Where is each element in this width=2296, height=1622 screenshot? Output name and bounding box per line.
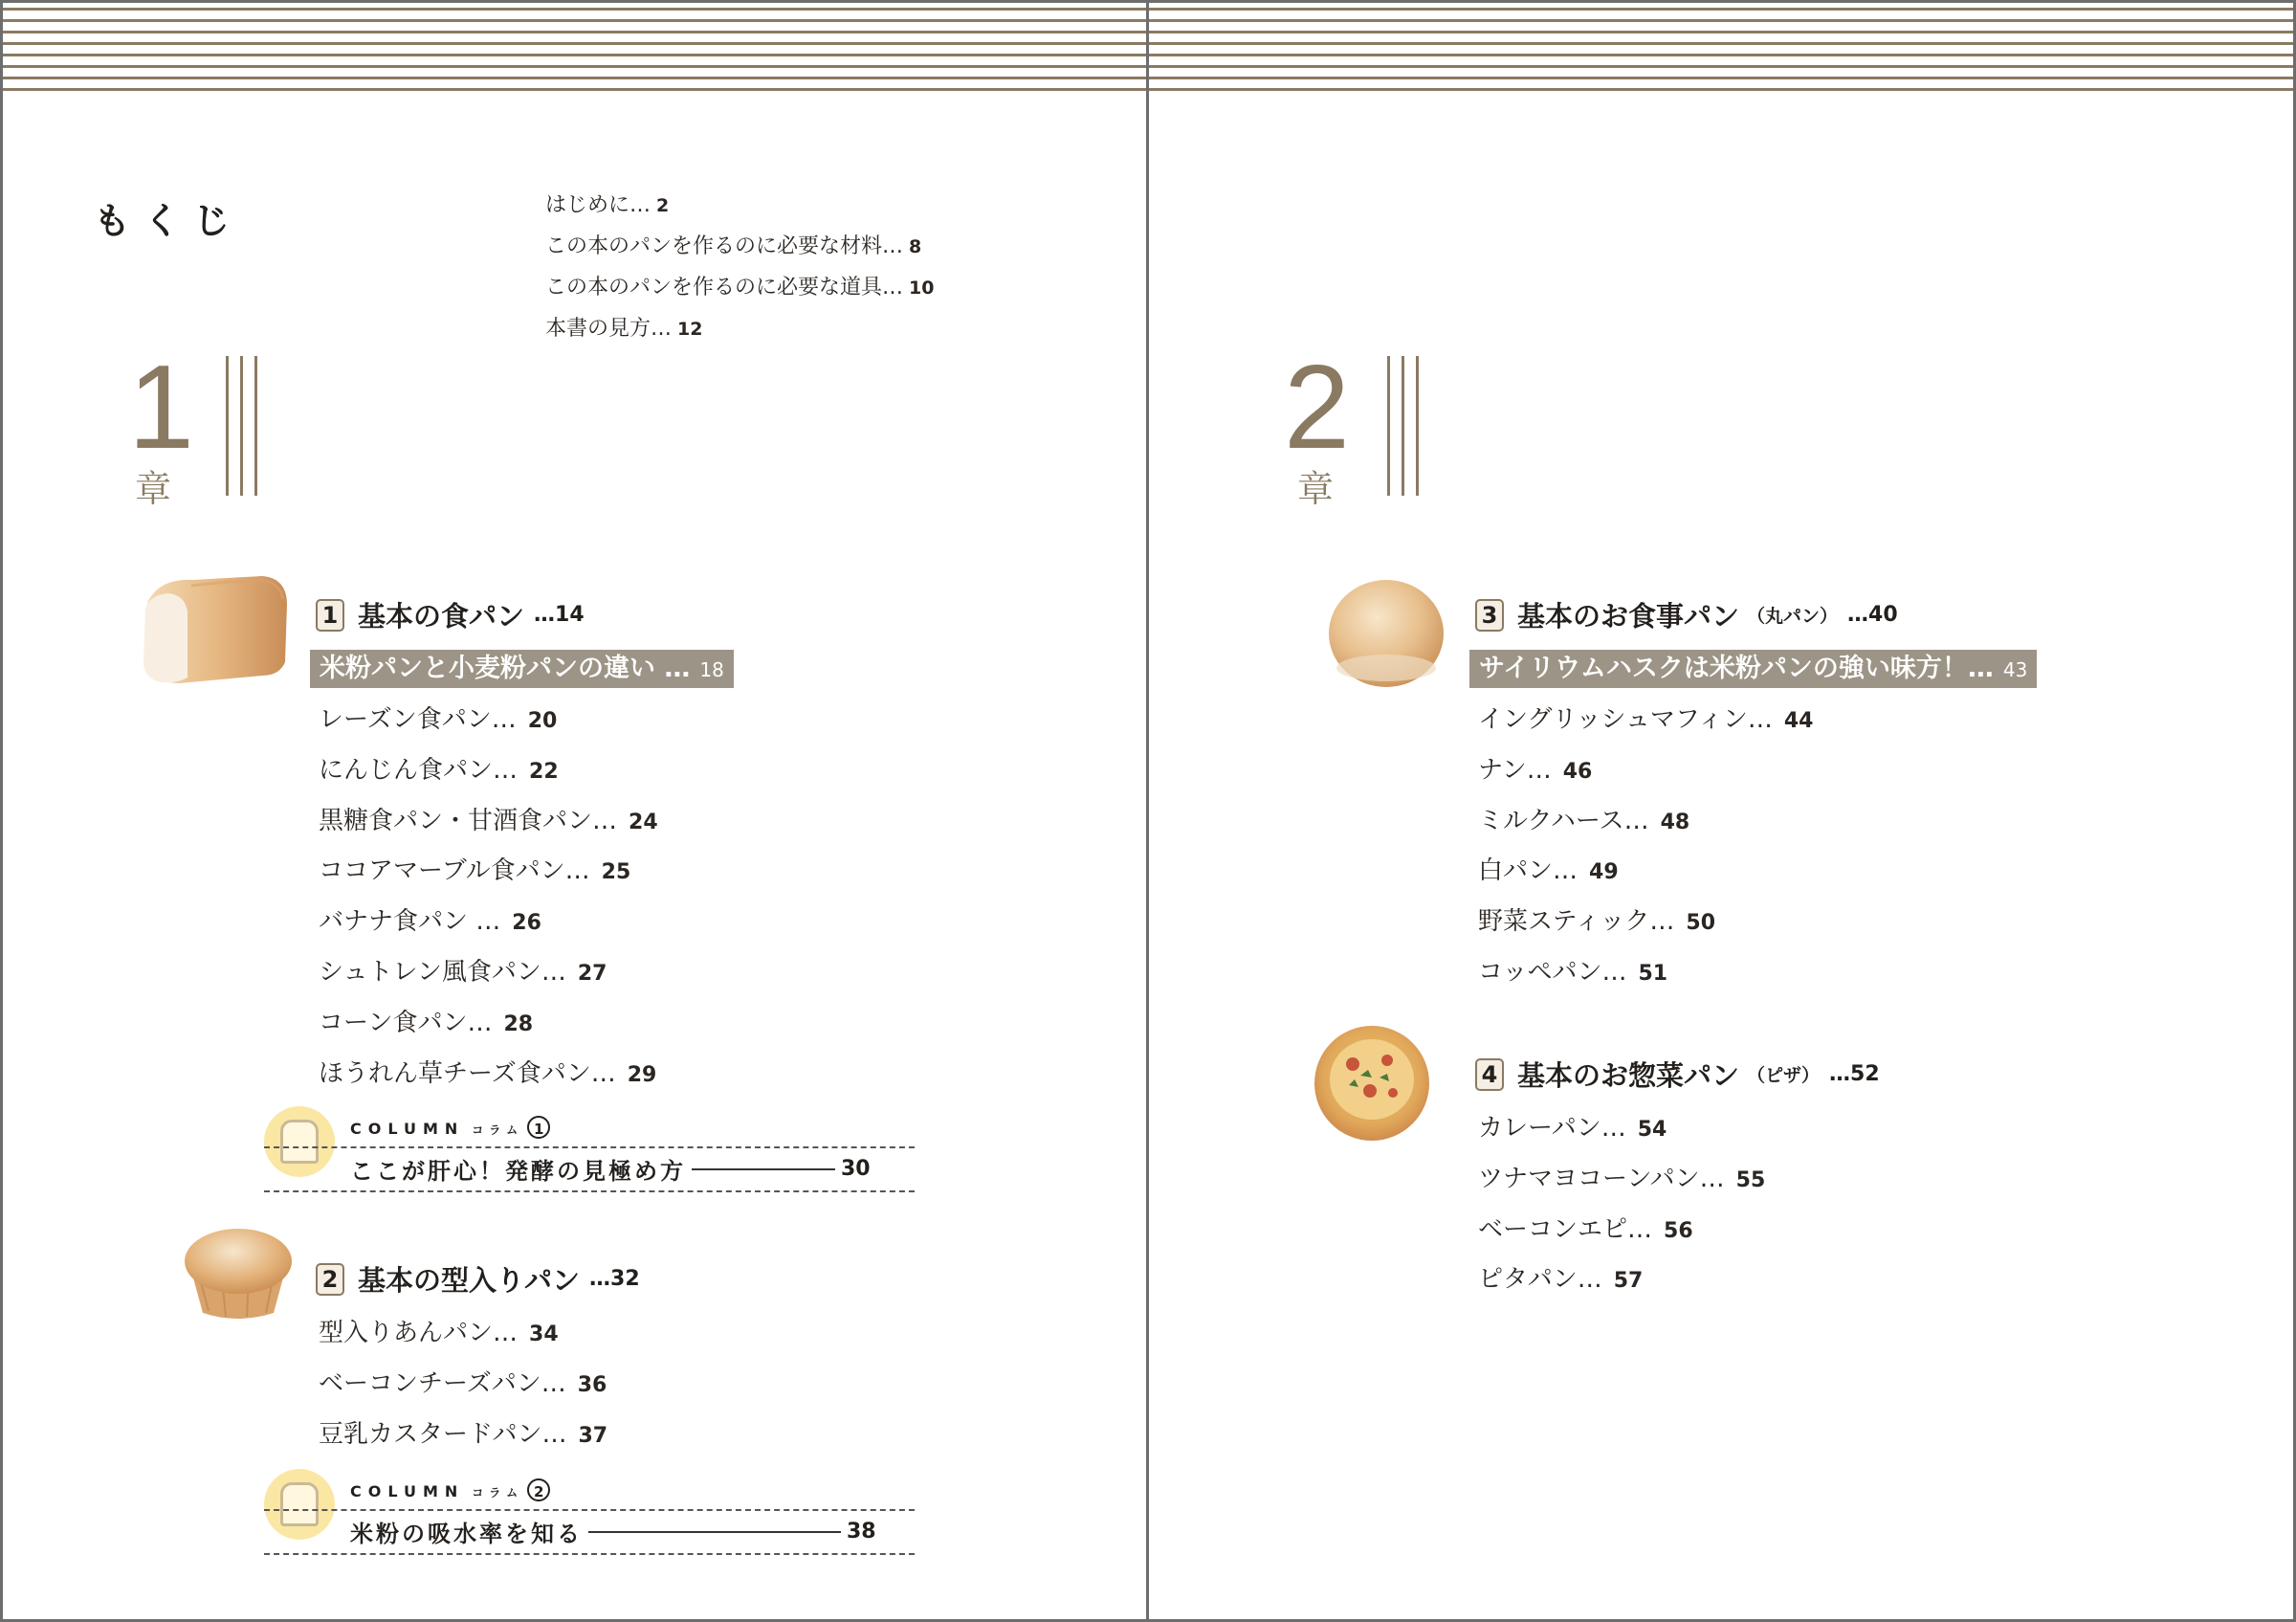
chapter-1-label: 章 bbox=[135, 468, 172, 510]
list-item[interactable]: ココアマーブル食パン… 25 bbox=[319, 856, 631, 886]
section-page: …32 bbox=[589, 1267, 640, 1291]
bread-slice-icon bbox=[280, 1482, 319, 1526]
list-item[interactable]: ピタパン… 57 bbox=[1478, 1265, 1644, 1295]
chapter-divider-line bbox=[226, 356, 229, 496]
list-item[interactable]: 黒糖食パン・甘酒食パン… 24 bbox=[319, 806, 658, 835]
list-item[interactable]: レーズン食パン… 20 bbox=[319, 705, 558, 734]
list-item[interactable]: コーン食パン… 28 bbox=[319, 1008, 534, 1037]
chapter-2-label: 章 bbox=[1297, 468, 1335, 510]
section-title: 基本のお食事パン bbox=[1517, 600, 1740, 633]
list-item[interactable]: ほうれん草チーズ食パン… 29 bbox=[319, 1058, 657, 1088]
section-page: …52 bbox=[1829, 1062, 1880, 1086]
chapter-divider-line bbox=[1402, 356, 1404, 496]
section-number-badge: 1 bbox=[316, 599, 344, 632]
pizza-bread-photo bbox=[1313, 1022, 1431, 1143]
section-title: 基本のお惣菜パン bbox=[1517, 1059, 1740, 1092]
section-1-heading[interactable] bbox=[316, 595, 585, 634]
chapter-divider-line bbox=[1416, 356, 1419, 496]
list-item[interactable]: にんじん食パン… 22 bbox=[319, 755, 559, 785]
dashed-divider bbox=[264, 1190, 915, 1192]
list-item[interactable]: バナナ食パン … 26 bbox=[319, 907, 541, 937]
chapter-1-number: 1 bbox=[128, 342, 194, 474]
dashed-divider bbox=[264, 1146, 915, 1148]
section-number-badge: 4 bbox=[1475, 1058, 1504, 1091]
spine-gutter bbox=[1146, 0, 1149, 1622]
chapter-2-number: 2 bbox=[1284, 342, 1350, 474]
list-item[interactable]: 白パン… 49 bbox=[1478, 856, 1619, 886]
list-item[interactable]: ベーコンチーズパン… 36 bbox=[319, 1368, 607, 1398]
column-label: COLUMN コラム 2 bbox=[350, 1478, 550, 1501]
leader-line bbox=[692, 1168, 835, 1170]
header-stripes bbox=[1148, 0, 2296, 92]
front-matter-list bbox=[545, 189, 934, 354]
column-label: COLUMN コラム 1 bbox=[350, 1116, 550, 1139]
section-page: …14 bbox=[534, 603, 585, 627]
highlight-entry[interactable]: 米粉パンと小麦粉パンの違い … 18 bbox=[310, 650, 734, 688]
right-page bbox=[1148, 0, 2296, 1622]
highlight-entry[interactable]: サイリウムハスクは米粉パンの強い味方！… 43 bbox=[1469, 650, 2037, 688]
section-page: …40 bbox=[1847, 603, 1898, 627]
front-matter-item[interactable]: はじめに… 2 bbox=[545, 193, 670, 217]
chapter-divider-line bbox=[254, 356, 257, 496]
front-matter-item[interactable]: この本のパンを作るのに必要な道具… 10 bbox=[545, 276, 935, 300]
list-item[interactable]: ツナマヨコーンパン… 55 bbox=[1478, 1164, 1766, 1193]
dashed-divider bbox=[264, 1509, 915, 1511]
section-4-item-list bbox=[1478, 1103, 1765, 1305]
leader-line bbox=[588, 1531, 841, 1533]
front-matter-item[interactable]: この本のパンを作るのに必要な材料… 8 bbox=[545, 234, 922, 258]
list-item[interactable]: 野菜スティック… 50 bbox=[1478, 907, 1716, 937]
column-title-row: ここが肝心！発酵の見極め方 30 bbox=[350, 1157, 871, 1185]
loaf-bread-photo bbox=[136, 570, 291, 687]
list-item[interactable]: カレーパン… 54 bbox=[1478, 1114, 1667, 1143]
section-3-heading[interactable] bbox=[1475, 595, 1898, 634]
column-1[interactable] bbox=[264, 1106, 915, 1192]
list-item[interactable]: イングリッシュマフィン… 44 bbox=[1478, 705, 1814, 734]
round-bread-photo bbox=[1326, 574, 1446, 689]
section-subtitle: （丸パン） bbox=[1747, 606, 1839, 627]
list-item[interactable]: シュトレン風食パン… 27 bbox=[319, 957, 607, 987]
section-1-item-list bbox=[319, 695, 658, 1099]
section-title: 基本の型入りパン bbox=[358, 1264, 581, 1297]
front-matter-item[interactable]: 本書の見方… 12 bbox=[545, 317, 703, 341]
column-title-row: 米粉の吸水率を知る 38 bbox=[350, 1520, 876, 1547]
section-2-item-list bbox=[319, 1308, 607, 1459]
bread-slice-icon bbox=[280, 1120, 319, 1164]
chapter-divider-line bbox=[1387, 356, 1390, 496]
section-4-heading[interactable] bbox=[1475, 1055, 1880, 1094]
section-number-badge: 2 bbox=[316, 1263, 344, 1296]
dashed-divider bbox=[264, 1553, 915, 1555]
toc-title: もくじ bbox=[94, 200, 244, 242]
muffin-bread-photo bbox=[180, 1223, 297, 1324]
list-item[interactable]: コッペパン… 51 bbox=[1478, 957, 1668, 987]
section-title: 基本の食パン bbox=[358, 600, 525, 633]
list-item[interactable]: ベーコンエピ… 56 bbox=[1478, 1214, 1693, 1244]
list-item[interactable]: 型入りあんパン… 34 bbox=[319, 1319, 559, 1347]
header-stripes bbox=[0, 0, 1148, 92]
list-item[interactable]: 豆乳カスタードパン… 37 bbox=[319, 1419, 608, 1449]
list-item[interactable]: ミルクハース… 48 bbox=[1478, 806, 1690, 835]
chapter-divider-line bbox=[240, 356, 243, 496]
section-3-item-list bbox=[1478, 695, 1813, 998]
list-item[interactable]: ナン… 46 bbox=[1478, 755, 1593, 785]
column-2[interactable] bbox=[264, 1469, 915, 1555]
section-number-badge: 3 bbox=[1475, 599, 1504, 632]
section-subtitle: （ピザ） bbox=[1747, 1065, 1821, 1086]
section-2-heading[interactable] bbox=[316, 1259, 640, 1299]
